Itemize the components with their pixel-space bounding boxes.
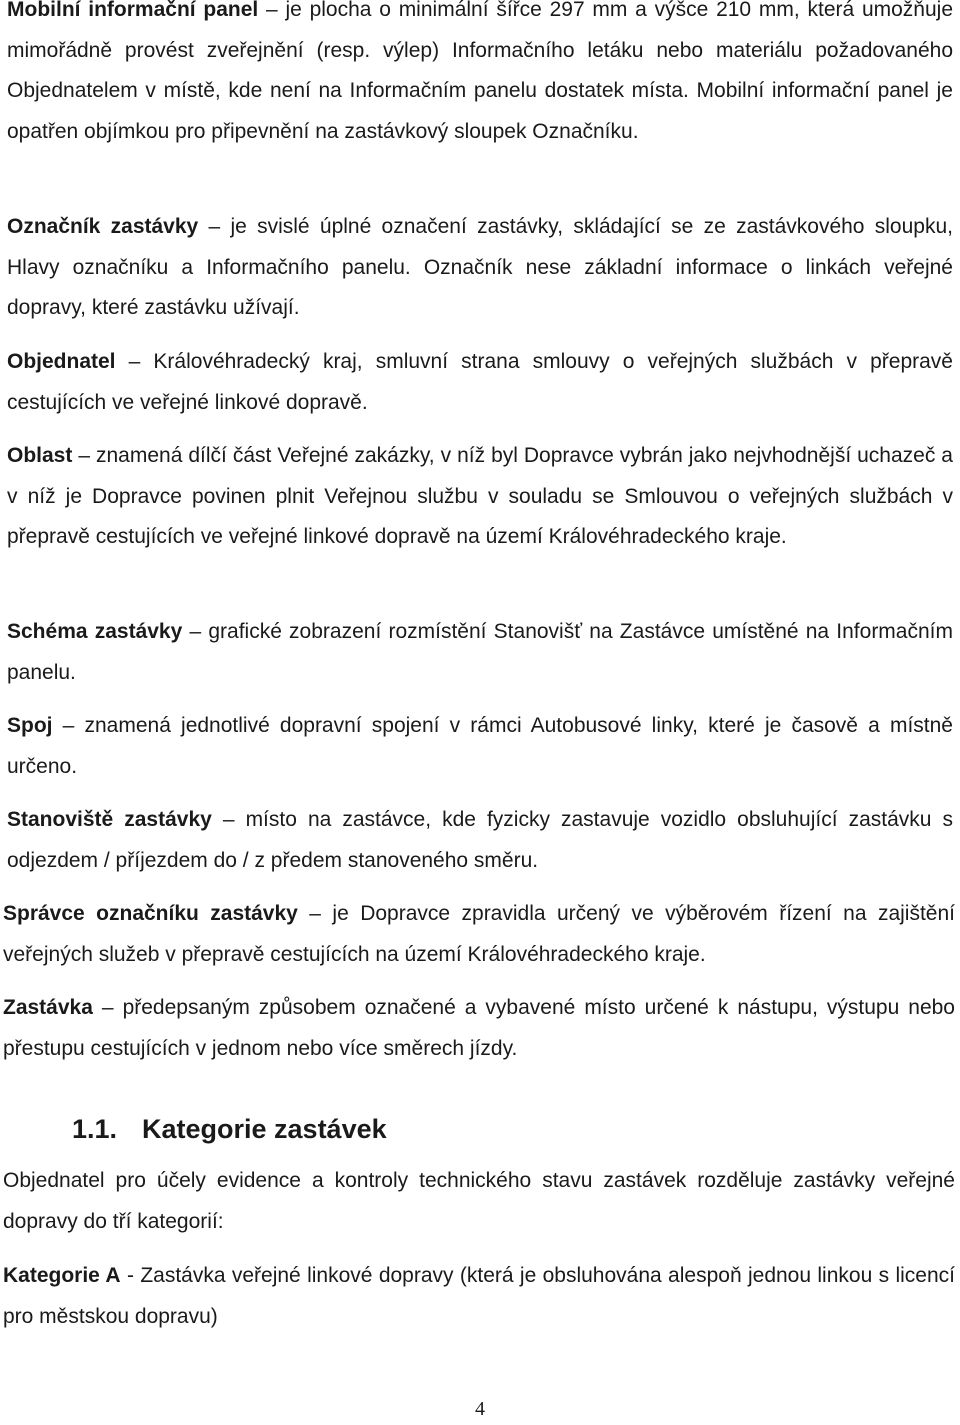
section-number: 1.1. <box>72 1114 118 1144</box>
definition-spravce-oznacniku <box>3 894 955 975</box>
definition-text: znamená dílčí část Veřejné zakázky, v níž byl Dopravce vybrán jako nejvhodnější uchazeč a v níž je Dopravce povinen plnit Veřejnou službu v souladu se Smlouvou o veřejných službách v přepravě cestujících ve veřejné linkové dopravě na území Královéhradeckého kraje. <box>7 444 953 548</box>
definition-mobilni-informacni-panel <box>7 0 953 152</box>
category-dash: - <box>120 1264 141 1287</box>
definition-dash: – <box>198 215 231 238</box>
category-term: Kategorie A <box>3 1264 121 1287</box>
definition-objednatel <box>7 342 953 423</box>
definition-term: Stanoviště zastávky <box>7 808 212 831</box>
definition-spoj <box>7 706 953 787</box>
definition-dash: – <box>72 444 96 467</box>
definition-dash: – <box>297 902 333 925</box>
definition-text: je plocha o minimální šířce 297 mm a výšce 210 mm, která umožňuje mimořádně provést zveřejnění (resp. výlep) Informačního letáku nebo materiálu požadovaného Objednatelem v místě, kde není na Informačním panelu dostatek místa. Mobilní informační panel je opatřen objímkou pro připevnění na zastávkový sloupek Označníku. <box>7 0 953 143</box>
definition-term: Označník zastávky <box>7 215 199 238</box>
definition-term: Mobilní informační panel <box>7 0 259 21</box>
definition-text: Královéhradecký kraj, smluvní strana smlouvy o veřejných službách v přepravě cestujících ve veřejné linkové dopravě. <box>7 350 953 414</box>
definition-zastavka <box>3 988 955 1069</box>
definition-stanoviste-zastavky <box>7 800 953 881</box>
definition-dash: – <box>92 996 123 1019</box>
definition-term: Zastávka <box>3 996 93 1019</box>
definition-dash: – <box>52 714 85 737</box>
definition-oznacnik-zastavky <box>7 207 953 329</box>
category-a-paragraph <box>3 1256 955 1337</box>
definition-dash: – <box>211 808 246 831</box>
definition-text: je Dopravce zpravidla určený ve výběrovém řízení na zajištění veřejných služeb v přepravě cestujících na území Královéhradeckého kraje. <box>3 902 955 966</box>
definition-text: předepsaným způsobem označené a vybavené místo určené k nástupu, výstupu nebo přestupu cestujících v jednom nebo více směrech jízdy. <box>3 996 955 1060</box>
definition-oblast <box>7 436 953 558</box>
definition-dash: – <box>115 350 154 373</box>
definition-schema-zastavky <box>7 612 953 693</box>
definition-term: Objednatel <box>7 350 116 373</box>
section-heading <box>72 1107 387 1151</box>
category-text: Zastávka veřejné linkové dopravy (která je obsluhována alespoň jednou linkou s licencí pro městskou dopravu) <box>3 1264 955 1328</box>
definition-term: Oblast <box>7 444 73 467</box>
definition-term: Správce označníku zastávky <box>3 902 298 925</box>
definition-dash: – <box>182 620 209 643</box>
section-title: Kategorie zastávek <box>142 1114 387 1144</box>
definition-dash: – <box>258 0 286 21</box>
intro-paragraph: Objednatel pro účely evidence a kontroly technického stavu zastávek rozděluje zastávky veřejné dopravy do tří kategorií: <box>3 1169 955 1233</box>
definition-term: Schéma zastávky <box>7 620 183 643</box>
page-number: 4 <box>475 1398 485 1420</box>
definition-text: znamená jednotlivé dopravní spojení v rámci Autobusové linky, které je časově a místně určeno. <box>7 714 953 778</box>
definition-term: Spoj <box>7 714 53 737</box>
definition-text: místo na zastávce, kde fyzicky zastavuje vozidlo obsluhující zastávku s odjezdem / příjezdem do / z předem stanoveného směru. <box>7 808 953 872</box>
definition-text: je svislé úplné označení zastávky, skládající se ze zastávkového sloupku, Hlavy označníku a Informačního panelu. Označník nese základní informace o linkách veřejné dopravy, které zastávku užívají. <box>7 215 953 319</box>
definition-text: grafické zobrazení rozmístění Stanovišť na Zastávce umístěné na Informačním panelu. <box>7 620 953 684</box>
